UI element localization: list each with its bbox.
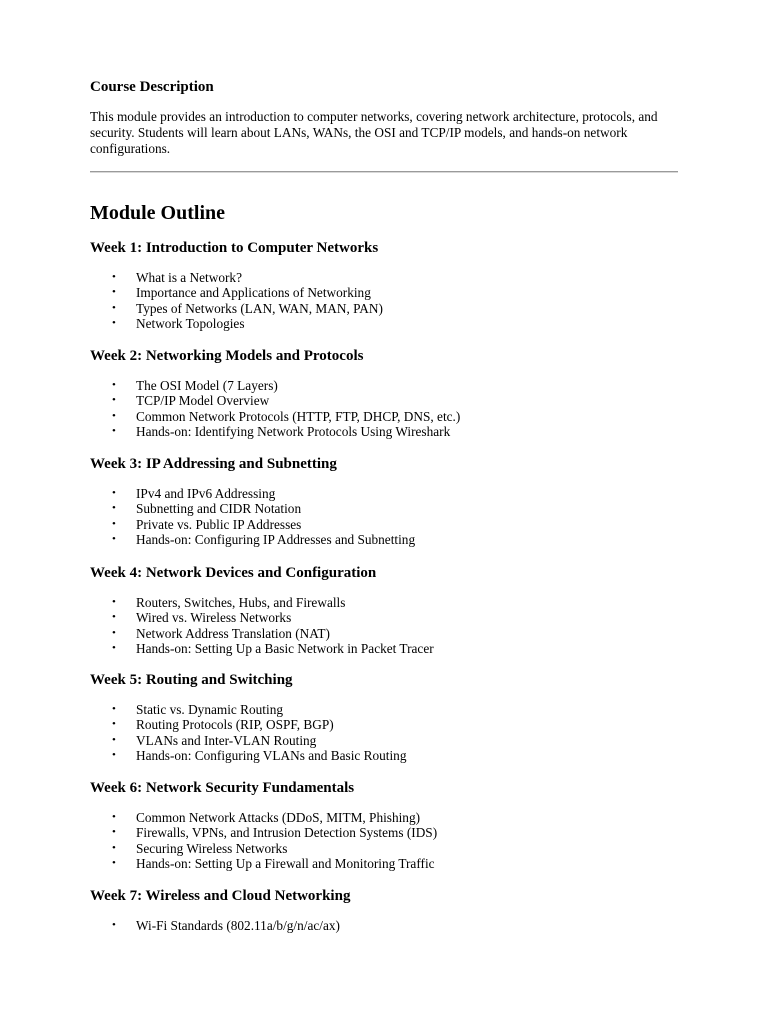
- list-item: [90, 810, 680, 825]
- list-item-text: Securing Wireless Networks: [136, 840, 288, 856]
- list-item-text: Common Network Protocols (HTTP, FTP, DHCP, DNS, etc.): [136, 408, 461, 424]
- week-1-section: [90, 239, 680, 331]
- week-6-title: Week 6: Network Security Fundamentals: [90, 780, 355, 796]
- list-item-text: Hands-on: Configuring VLANs and Basic Routing: [136, 747, 407, 763]
- list-item-text: Routing Protocols (RIP, OSPF, BGP): [136, 717, 334, 733]
- list-item: [90, 378, 680, 393]
- week-2-title: Week 2: Networking Models and Protocols: [90, 348, 364, 364]
- list-item: [90, 641, 680, 656]
- bullet-icon: •: [112, 626, 116, 639]
- list-item: [90, 626, 680, 641]
- bullet-icon: •: [112, 733, 116, 746]
- bullet-icon: •: [112, 641, 116, 654]
- list-item: [90, 424, 680, 439]
- list-item-text: Network Topologies: [136, 315, 245, 331]
- list-item-text: Private vs. Public IP Addresses: [136, 516, 302, 532]
- bullet-icon: •: [112, 379, 116, 391]
- list-item-text: The OSI Model (7 Layers): [136, 378, 278, 393]
- list-item-text: VLANs and Inter-VLAN Routing: [136, 732, 317, 748]
- list-item: [90, 409, 680, 424]
- week-3-topic-list: [90, 486, 680, 547]
- week-4-topic-list: [90, 595, 680, 656]
- list-item-text: Static vs. Dynamic Routing: [136, 702, 283, 717]
- week-7-section: [90, 887, 680, 933]
- week-2-section: [90, 347, 680, 439]
- list-item-text: Wi-Fi Standards (802.11a/b/g/n/ac/ax): [136, 918, 340, 933]
- list-item: [90, 393, 680, 408]
- bullet-icon: •: [112, 611, 116, 624]
- bullet-icon: •: [112, 703, 116, 715]
- list-item: [90, 841, 680, 856]
- bullet-icon: •: [112, 409, 116, 422]
- list-item-text: Subnetting and CIDR Notation: [136, 501, 302, 517]
- list-item: [90, 517, 680, 532]
- list-item-text: Hands-on: Identifying Network Protocols Using Wireshark: [136, 423, 451, 439]
- week-4-title: Week 4: Network Devices and Configuration: [90, 565, 377, 581]
- week-6-topic-list: [90, 810, 680, 871]
- list-item: [90, 532, 680, 547]
- list-item-text: TCP/IP Model Overview: [136, 393, 270, 409]
- bullet-icon: •: [112, 487, 116, 499]
- list-item: [90, 486, 680, 501]
- list-item-text: Types of Networks (LAN, WAN, MAN, PAN): [136, 300, 383, 316]
- week-5-topic-list: [90, 702, 680, 763]
- list-item-text: Wired vs. Wireless Networks: [136, 610, 292, 626]
- list-item: [90, 501, 680, 516]
- bullet-icon: •: [112, 301, 116, 314]
- list-item-text: What is a Network?: [136, 270, 242, 285]
- bullet-icon: •: [112, 286, 116, 299]
- list-item-text: Network Address Translation (NAT): [136, 625, 330, 641]
- list-item: [90, 717, 680, 732]
- list-item-text: Routers, Switches, Hubs, and Firewalls: [136, 595, 346, 610]
- list-item: [90, 301, 680, 316]
- list-item-text: Common Network Attacks (DDoS, MITM, Phishing): [136, 810, 421, 825]
- list-item: [90, 825, 680, 840]
- course-description-text: This module provides an introduction to computer networks, covering network architecture, protocols, and security. Students will learn about LANs, WANs, the OSI and TCP/IP models, and hands-on network configurations.: [90, 109, 658, 156]
- list-item-text: Hands-on: Setting Up a Basic Network in Packet Tracer: [136, 640, 434, 656]
- list-item: [90, 270, 680, 285]
- list-item: [90, 595, 680, 610]
- bullet-icon: •: [112, 826, 116, 839]
- list-item: [90, 316, 680, 331]
- week-3-section: [90, 455, 680, 547]
- bullet-icon: •: [112, 316, 116, 329]
- week-5-title: Week 5: Routing and Switching: [90, 672, 293, 688]
- week-5-section: [90, 671, 680, 763]
- week-6-section: [90, 779, 680, 871]
- bullet-icon: •: [112, 532, 116, 545]
- bullet-icon: •: [112, 502, 116, 515]
- week-7-title: Week 7: Wireless and Cloud Networking: [90, 888, 351, 904]
- bullet-icon: •: [112, 856, 116, 869]
- bullet-icon: •: [112, 271, 116, 283]
- bullet-icon: •: [112, 596, 116, 608]
- list-item-text: Hands-on: Setting Up a Firewall and Monitoring Traffic: [136, 855, 435, 871]
- list-item-text: Firewalls, VPNs, and Intrusion Detection Systems (IDS): [136, 825, 438, 841]
- bullet-icon: •: [112, 748, 116, 761]
- bullet-icon: •: [112, 424, 116, 437]
- course-description-heading: Course Description: [90, 79, 214, 95]
- week-3-title: Week 3: IP Addressing and Subnetting: [90, 456, 337, 472]
- bullet-icon: •: [112, 811, 116, 823]
- list-item: [90, 702, 680, 717]
- list-item-text: IPv4 and IPv6 Addressing: [136, 486, 276, 501]
- list-item: [90, 733, 680, 748]
- list-item: [90, 610, 680, 625]
- list-item-text: Hands-on: Configuring IP Addresses and Subnetting: [136, 531, 416, 547]
- list-item: [90, 285, 680, 300]
- bullet-icon: •: [112, 841, 116, 854]
- section-divider: [90, 171, 678, 173]
- week-1-title: Week 1: Introduction to Computer Networks: [90, 240, 379, 256]
- list-item: [90, 748, 680, 763]
- bullet-icon: •: [112, 394, 116, 407]
- module-outline-title: Module Outline: [90, 202, 226, 224]
- list-item: [90, 918, 680, 933]
- bullet-icon: •: [112, 919, 116, 931]
- list-item: [90, 856, 680, 871]
- week-7-topic-list: [90, 918, 680, 933]
- bullet-icon: •: [112, 517, 116, 530]
- week-4-section: [90, 564, 680, 656]
- week-1-topic-list: [90, 270, 680, 331]
- bullet-icon: •: [112, 718, 116, 731]
- list-item-text: Importance and Applications of Networking: [136, 285, 371, 301]
- week-2-topic-list: [90, 378, 680, 439]
